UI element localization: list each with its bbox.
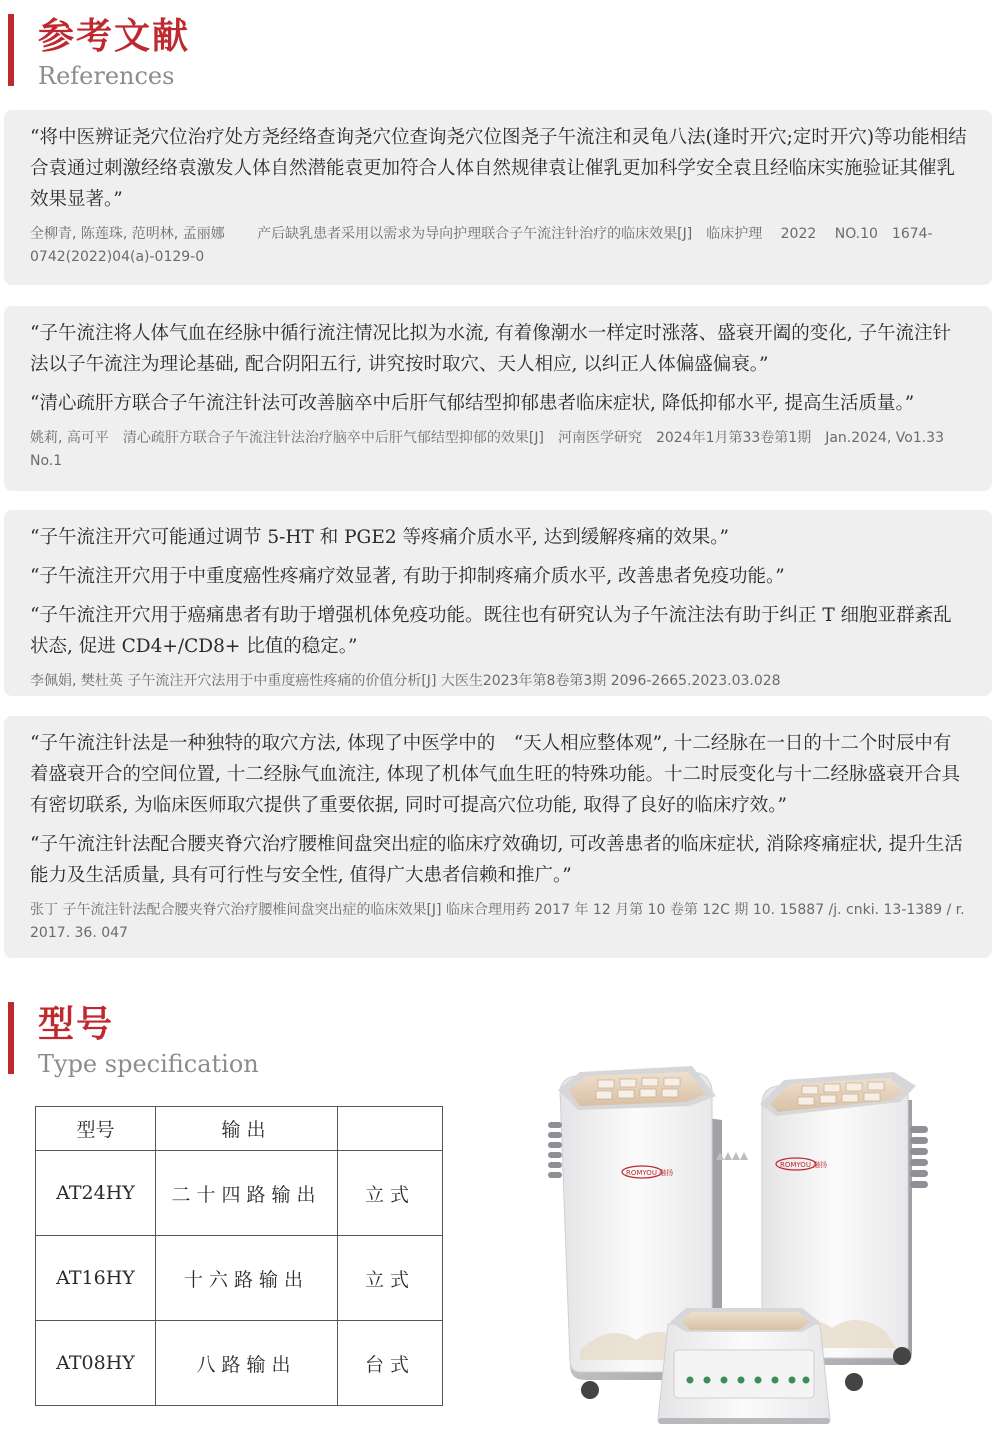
reference-card-3 <box>4 510 992 696</box>
reference-quote: “子午流注开穴可能通过调节 5-HT 和 PGE2 等疼痛介质水平, 达到缓解疼痛的效果。” <box>30 527 729 548</box>
reference-quote: “将中医辨证尧穴位治疗处方尧经络查询尧穴位查询尧穴位图尧子午流注和灵龟八法(逢时开穴;定时开穴)等功能相结合袁通过刺激经络袁激发人体自然潜能袁更加符合人体自然规律袁让催乳更加科学安全袁且经临床实施验证其催乳效果显著。” <box>30 127 967 210</box>
model-title-zh: 型号 <box>38 1003 115 1045</box>
reference-quote: “子午流注针法是一种独特的取穴方法, 体现了中医学中的 “天人相应整体观”, 十二经脉在一日的十二个时辰中有着盛衰开合的空间位置, 十二经脉气血流注, 体现了机体气血生旺的特殊功能。十二时辰变化与十二经脉盛衰开合具有密切联系, 为临床医师取穴提供了重要依据, 同时可提高穴位功能, 取得了良好的临床疗效。” <box>30 733 961 816</box>
heading-accent-bar <box>8 14 14 86</box>
brand-logo-left: ROMYOU 融扬 <box>626 1169 674 1177</box>
cell-type: 台式 <box>338 1321 443 1406</box>
reference-quote: “子午流注针法配合腰夹脊穴治疗腰椎间盘突出症的临床疗效确切, 可改善患者的临床症状, 消除疼痛症状, 提升生活能力及生活质量, 具有可行性与安全性, 值得广大患者信赖和推广。” <box>30 834 963 886</box>
reference-quote: “子午流注开穴用于癌痛患者有助于增强机体免疫功能。既往也有研究认为子午流注法有助于纠正 T 细胞亚群紊乱状态, 促进 CD4+/CD8+ 比值的稳定。” <box>30 605 952 657</box>
product-image <box>540 1060 960 1440</box>
cell-type: 立式 <box>338 1236 443 1321</box>
table-row <box>36 1151 443 1236</box>
spec-header-row <box>36 1107 443 1151</box>
reference-citation: 全柳青, 陈莲珠, 范明林, 孟丽娜 产后缺乳患者采用以需求为导向护理联合子午流注针治疗的临床效果[J] 临床护理 2022 NO.10 1674-0742(2022)04(a)-0129-0 <box>30 226 933 265</box>
reference-citation: 李佩娟, 樊杜英 子午流注开穴法用于中重度癌性疼痛的价值分析[J] 大医生2023年第8卷第3期 2096-2665.2023.03.028 <box>30 673 781 689</box>
reference-citation: 姚莉, 高可平 清心疏肝方联合子午流注针法治疗脑卒中后肝气郁结型抑郁的效果[J] 河南医学研究 2024年1月第33卷第1期 Jan.2024, Vo1.33 No.1 <box>30 430 944 469</box>
header-output: 输出 <box>156 1107 338 1151</box>
cell-output: 二十四路输出 <box>156 1151 338 1236</box>
reference-quote: “子午流注开穴用于中重度癌性疼痛疗效显著, 有助于抑制疼痛介质水平, 改善患者免疫功能。” <box>30 566 785 587</box>
cell-model: AT08HY <box>36 1321 156 1406</box>
cell-model: AT16HY <box>36 1236 156 1321</box>
header-model: 型号 <box>36 1107 156 1151</box>
table-row <box>36 1236 443 1321</box>
cell-output: 八路输出 <box>156 1321 338 1406</box>
desktop-unit <box>658 1308 830 1424</box>
header-type <box>338 1107 443 1151</box>
model-title-en: Type specification <box>38 1050 259 1078</box>
reference-quote: “清心疏肝方联合子午流注针法可改善脑卒中后肝气郁结型抑郁患者临床症状, 降低抑郁水平, 提高生活质量。” <box>30 393 915 414</box>
brand-logo-right: ROMYOU 融扬 <box>780 1161 828 1169</box>
cell-type: 立式 <box>338 1151 443 1236</box>
cell-output: 十六路输出 <box>156 1236 338 1321</box>
reference-card-1 <box>4 110 992 285</box>
table-row <box>36 1321 443 1406</box>
reference-card-4 <box>4 716 992 958</box>
reference-quote: “子午流注将人体气血在经脉中循行流注情况比拟为水流, 有着像潮水一样定时涨落、盛衰开阖的变化, 子午流注针法以子午流注为理论基础, 配合阴阳五行, 讲究按时取穴、天人相应, 以纠正人体偏盛偏衰。” <box>30 323 951 375</box>
references-title-en: References <box>38 62 175 90</box>
spec-table <box>35 1106 443 1406</box>
reference-card-2 <box>4 306 992 491</box>
heading-accent-bar <box>8 1002 14 1074</box>
cell-model: AT24HY <box>36 1151 156 1236</box>
reference-citation: 张丁 子午流注针法配合腰夹脊穴治疗腰椎间盘突出症的临床效果[J] 临床合理用药 2017 年 12 月第 10 卷第 12C 期 10. 15887 /j. cnki. 13-1389 / r. 2017. 36. 047 <box>30 902 965 941</box>
references-title-zh: 参考文献 <box>38 15 191 57</box>
